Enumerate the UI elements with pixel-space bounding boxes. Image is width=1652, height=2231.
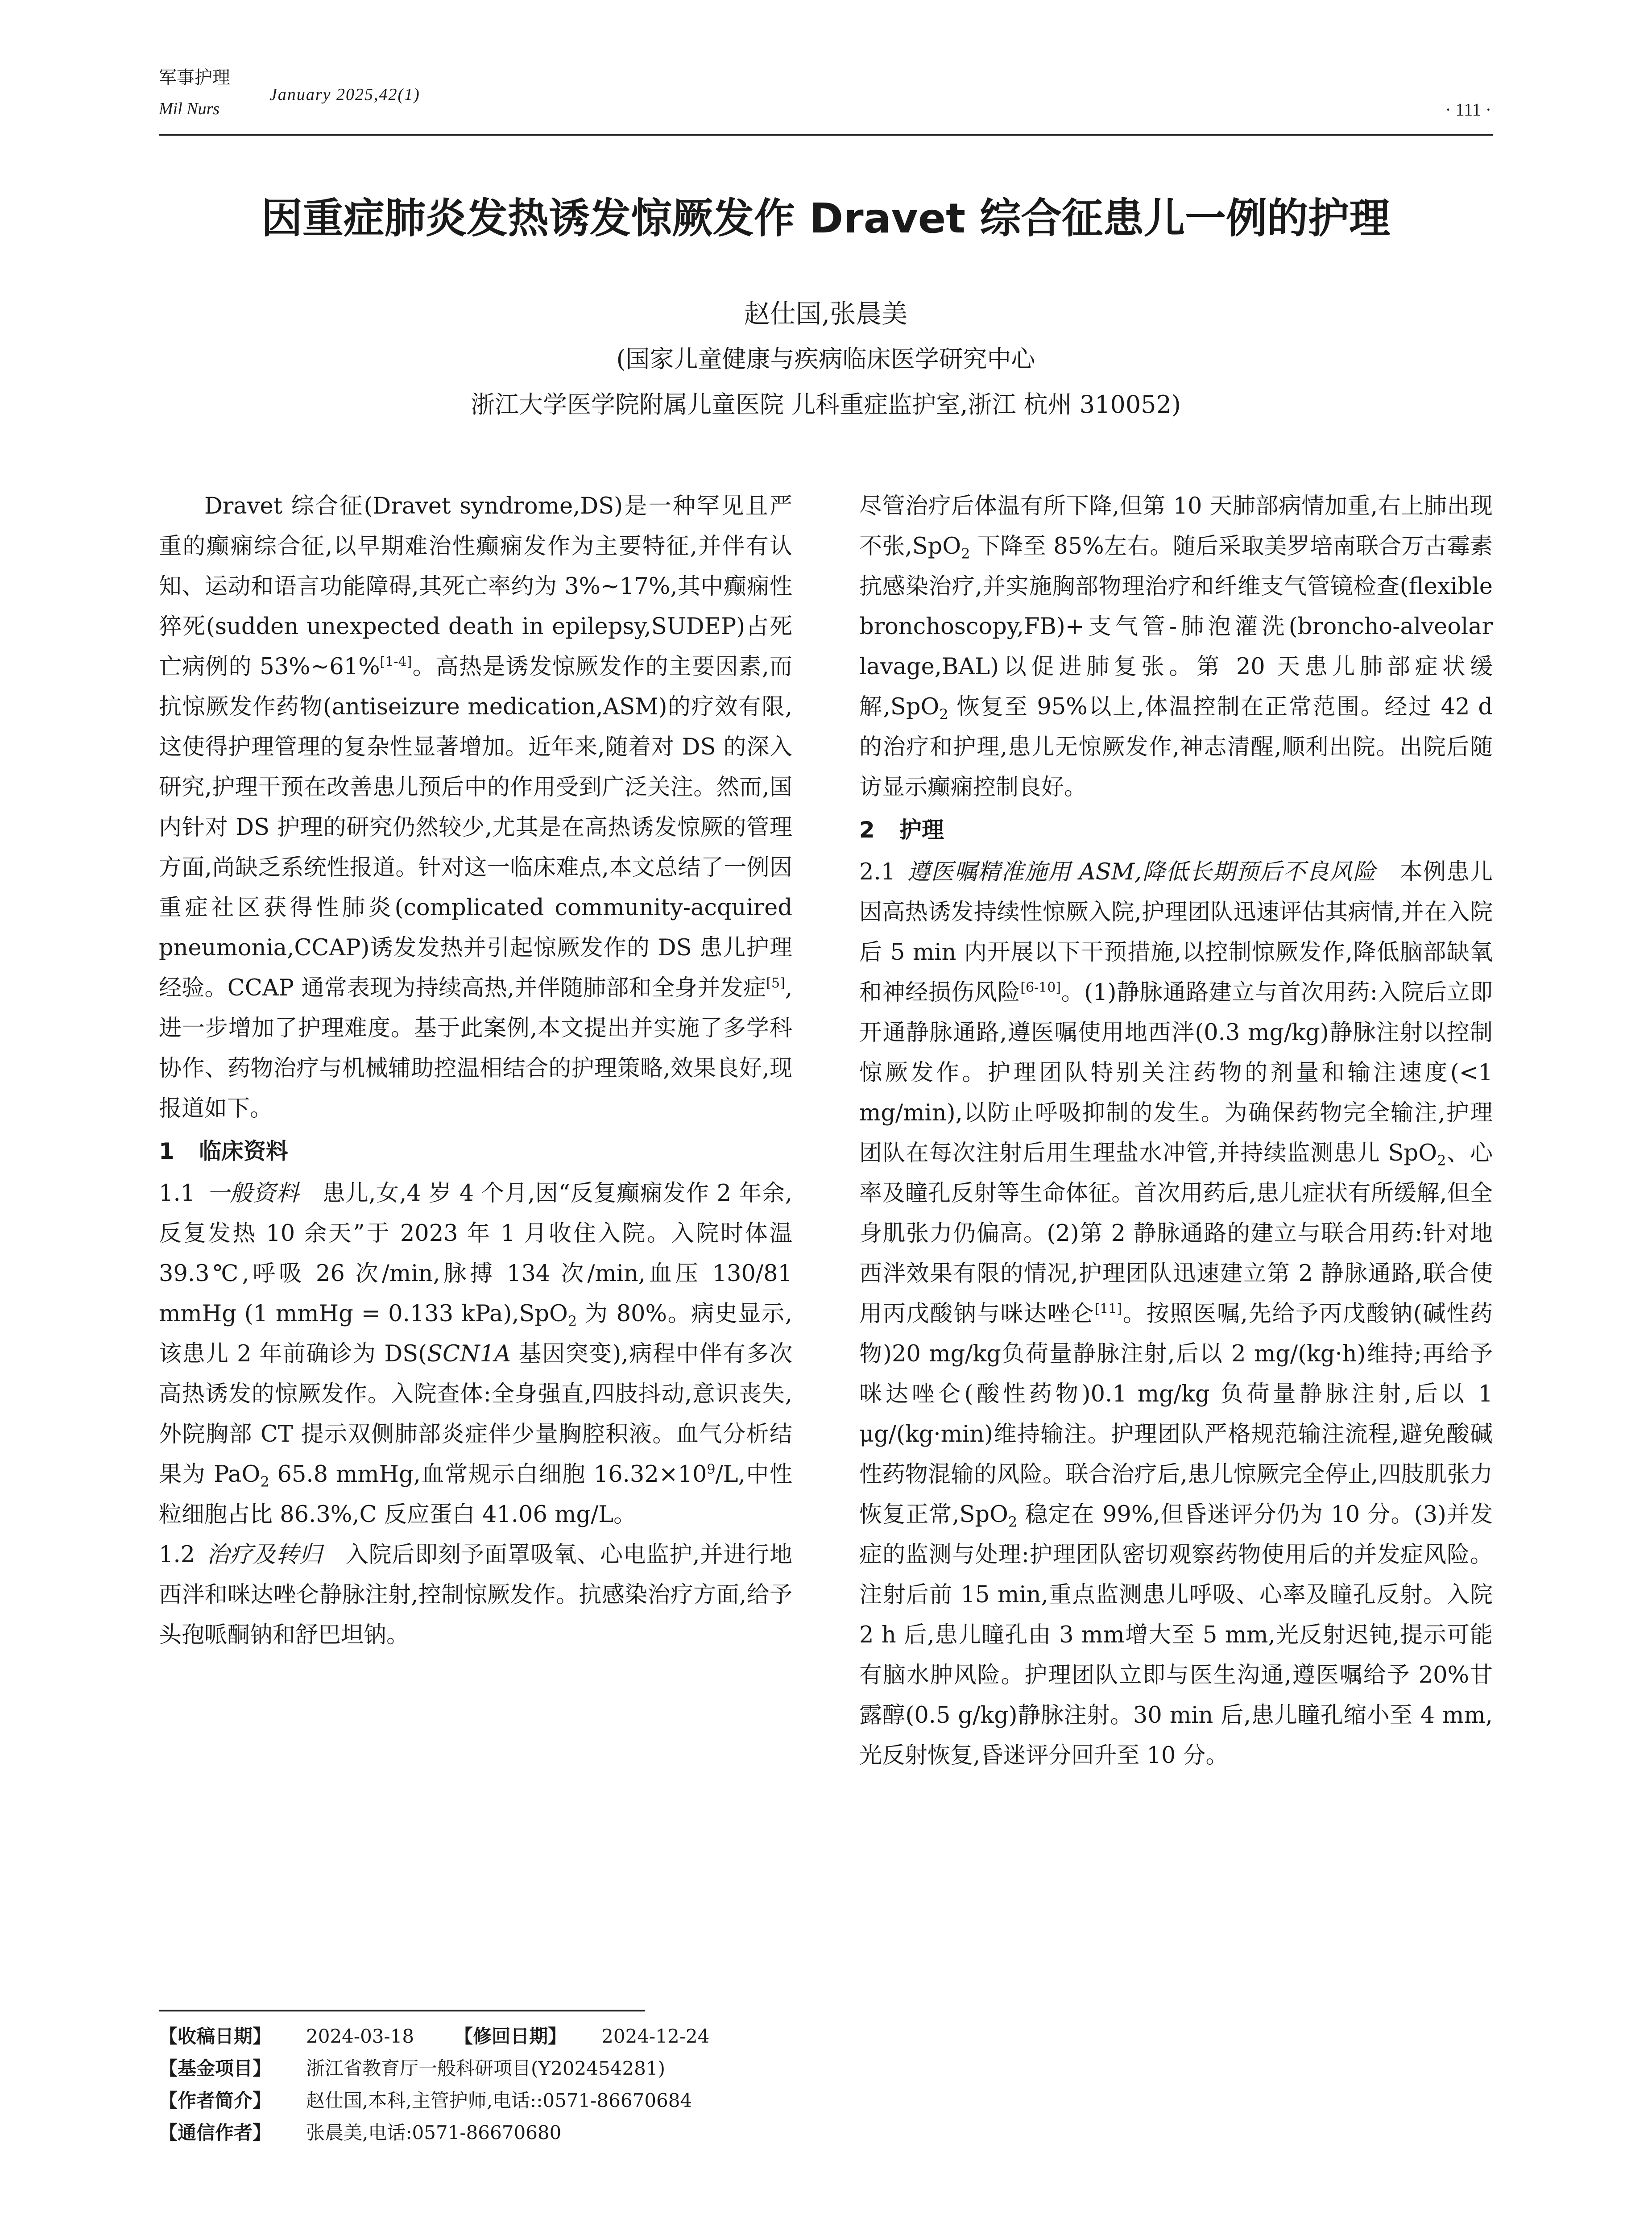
footnote-dates: 【收稿日期】 2024-03-18 【修回日期】 2024-12-24	[159, 2025, 710, 2047]
citation: [1-4]	[380, 654, 412, 670]
subsection-title: 一般资料	[206, 1180, 299, 1207]
treatment-continued: 尽管治疗后体温有所下降,但第 10 天肺部病情加重,右上肺出现不张,SpO$_2$ 下降至 85%左右。随后采取美罗培南联合万古霉素抗感染治疗,并实施胸部物理治疗和纤维支气管镜检查(flexible bronchoscopy,FB)+支气管-肺泡灌洗(broncho-alveolar lavage,BAL)以促进肺复张。第 20 天患儿肺部症状缓解,SpO$_2$ 恢复至 95%以上,体温控制在正常范围。经过 42 d 的治疗和护理,患儿无惊厥发作,神志清醒,顺利出院。出院后随访显示癫痫控制良好。	[859, 493, 1493, 800]
gene-name: SCN1A	[427, 1341, 511, 1367]
journal-name-en: Mil Nurs	[159, 100, 220, 118]
header-rule	[159, 134, 1493, 136]
subsection-title: 遵医嘱精准施用 ASM,降低长期预后不良风险	[907, 859, 1377, 885]
intro-paragraph: Dravet 综合征(Dravet syndrome,DS)是一种罕见且严重的癫痫综合征,以早期难治性癫痫发作为主要特征,并伴有认知、运动和语言功能障碍,其死亡率约为 3%~17%,其中癫痫性猝死(sudden unexpected death in epilepsy,SUDEP)占死亡病例的 53%~61%[1-4]。高热是诱发惊厥发作的主要因素,而抗惊厥发作药物(antiseizure medication,ASM)的疗效有限,这使得护理管理的复杂性显著增加。近年来,随着对 DS 的深入研究,护理干预在改善患儿预后中的作用受到广泛关注。然而,国内针对 DS 护理的研究仍然较少,尤其是在高热诱发惊厥的管理方面,尚缺乏系统性报道。针对这一临床难点,本文总结了一例因重症社区获得性肺炎(complicated community-acquired pneumonia,CCAP)诱发发热并引起惊厥发作的 DS 患儿护理经验。CCAP 通常表现为持续高热,并伴随肺部和全身并发症[5],进一步增加了护理难度。基于此案例,本文提出并实施了多学科协作、药物治疗与机械辅助控温相结合的护理策略,效果良好,现报道如下。	[159, 493, 793, 1122]
footnote-rule	[159, 2010, 645, 2011]
footnote-corresponding: 【通信作者】 张晨美,电话:0571-86670680	[159, 2122, 562, 2144]
section-heading-1: 1 临床资料	[159, 1138, 288, 1164]
footnote-author: 【作者简介】 赵仕国,本科,主管护师,电话::0571-86670684	[159, 2090, 692, 2111]
section-heading-2: 2 护理	[859, 817, 944, 843]
footnotes	[159, 2020, 828, 2149]
footnote-fund: 【基金项目】 浙江省教育厅一般科研项目(Y202454281)	[159, 2057, 665, 2079]
citation: [11]	[1094, 1301, 1122, 1317]
subsection-1-1: 1.1 一般资料 患儿,女,4 岁 4 个月,因“反复癫痫发作 2 年余,反复发热 10 余天”于 2023 年 1 月收住入院。入院时体温 39.3℃,呼吸 26 次/min,脉搏 134 次/min,血压 130/81 mmHg (1 mmHg = 0.133 kPa),SpO$_2$ 为 80%。病史显示,该患儿 2 年前确诊为 DS(SCN1A 基因突变),病程中伴有多次高热诱发的惊厥发作。入院查体:全身强直,四肢抖动,意识丧失,外院胸部 CT 提示双侧肺部炎症伴少量胸腔积液。血气分析结果为 PaO$_2$ 65.8 mmHg,血常规示白细胞 $16.32\times 10^9/L$,中性粒细胞占比 86.3%,C 反应蛋白 41.06 mg/L。	[159, 1180, 793, 1528]
article-title: 因重症肺炎发热诱发惊厥发作 Dravet 综合征患儿一例的护理	[261, 195, 1391, 242]
citation: [5]	[766, 975, 785, 991]
citation: [6-10]	[1020, 980, 1061, 995]
page-number: · 111 ·	[1445, 100, 1491, 120]
subsection-title: 治疗及转归	[206, 1542, 323, 1568]
left-column	[159, 486, 792, 1655]
article-authors: 赵仕国,张晨美	[744, 299, 908, 329]
journal-name-cn: 军事护理	[159, 67, 230, 88]
right-column	[859, 486, 1493, 1776]
journal-issue: January 2025,42(1)	[269, 85, 420, 104]
affiliation-line-1: (国家儿童健康与疾病临床医学研究中心	[616, 345, 1035, 373]
affiliation-line-2: 浙江大学医学院附属儿童医院 儿科重症监护室,浙江 杭州 310052)	[471, 390, 1181, 419]
subsection-1-2: 1.2 治疗及转归 入院后即刻予面罩吸氧、心电监护,并进行地西泮和咪达唑仑静脉注射,控制惊厥发作。抗感染治疗方面,给予头孢哌酮钠和舒巴坦钠。	[159, 1542, 792, 1648]
subsection-2-1: 2.1 遵医嘱精准施用 ASM,降低长期预后不良风险 本例患儿因高热诱发持续性惊厥入院,护理团队迅速评估其病情,并在入院后 5 min 内开展以下干预措施,以控制惊厥发作,降低脑部缺氧和神经损伤风险[6-10]。(1)静脉通路建立与首次用药:入院后立即开通静脉通路,遵医嘱使用地西泮(0.3 mg/kg)静脉注射以控制惊厥发作。护理团队特别关注药物的剂量和输注速度(<1 mg/min),以防止呼吸抑制的发生。为确保药物完全输注,护理团队在每次注射后用生理盐水冲管,并持续监测患儿 SpO$_2$、心率及瞳孔反射等生命体征。首次用药后,患儿症状有所缓解,但全身肌张力仍偏高。(2)第 2 静脉通路的建立与联合用药:针对地西泮效果有限的情况,护理团队迅速建立第 2 静脉通路,联合使用丙戊酸钠与咪达唑仑[11]。按照医嘱,先给予丙戊酸钠(碱性药物)20 mg/kg负荷量静脉注射,后以 2 mg/(kg·h)维持;再给予咪达唑仑(酸性药物)0.1 mg/kg 负荷量静脉注射,后以 1 μg/(kg·min)维持输注。护理团队严格规范输注流程,避免酸碱性药物混输的风险。联合治疗后,患儿惊厥完全停止,四肢肌张力恢复正常,SpO$_2$ 稳定在 99%,但昏迷评分仍为 10 分。(3)并发症的监测与处理:护理团队密切观察药物使用后的并发症风险。注射后前 15 min,重点监测患儿呼吸、心率及瞳孔反射。入院 2 h 后,患儿瞳孔由 3 mm增大至 5 mm,光反射迟钝,提示可能有脑水肿风险。护理团队立即与医生沟通,遵医嘱给予 20%甘露醇(0.5 g/kg)静脉注射。30 min 后,患儿瞳孔缩小至 4 mm,光反射恢复,昏迷评分回升至 10 分。	[859, 859, 1493, 1769]
